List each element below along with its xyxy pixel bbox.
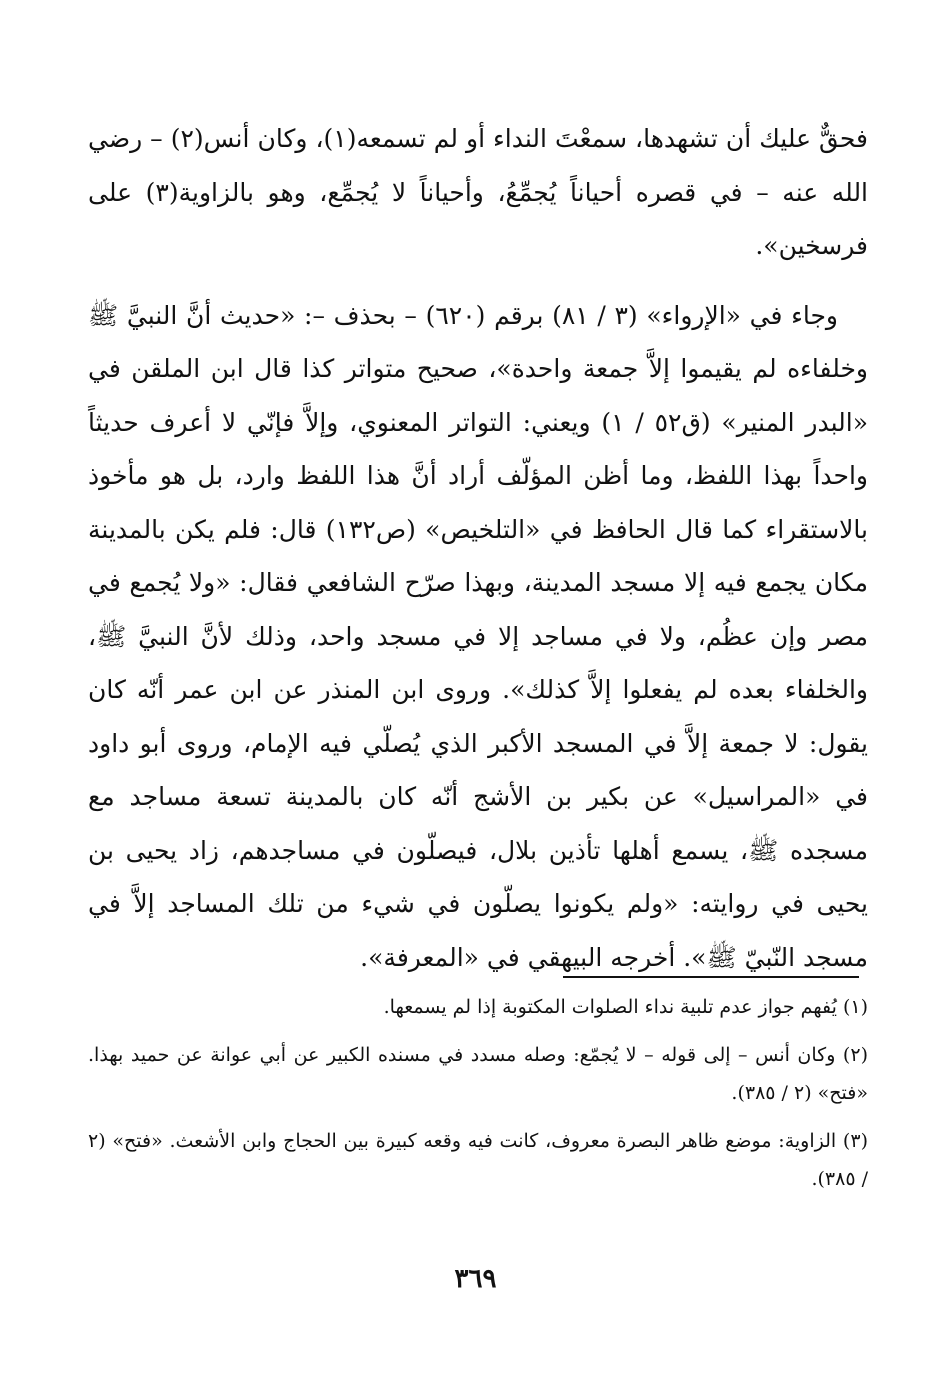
footnote-separator	[563, 976, 859, 978]
footnote-2: (٢) وكان أنس – إلى قوله – لا يُجمّع: وصله مسدد في مسنده الكبير عن أبي عوانة عن حميد بهذا. «فتح» (٢ / ٣٨٥).	[88, 1044, 868, 1104]
footnotes-block	[88, 988, 868, 1208]
footnote-1: (١) يُفهم جواز عدم تلبية نداء الصلوات المكتوبة إذا لم يسمعها.	[383, 996, 868, 1018]
paragraph-continuation: فحقٌّ عليك أن تشهدها، سمعْتَ النداء أو لم تسمعه(١)، وكان أنس(٢) – رضي الله عنه – في قصره أحياناً يُجمِّعُ، وأحياناً لا يُجمِّع، وهو بالزاوية(٣) على فرسخين».	[88, 124, 869, 260]
main-text-block	[88, 112, 868, 984]
footnote-3: (٣) الزاوية: موضع ظاهر البصرة معروف، كانت فيه وقعه كبيرة بين الحجاج وابن الأشعث. «فتح» (٢ / ٣٨٥).	[88, 1130, 868, 1190]
page-number: ٣٦٩	[454, 1264, 497, 1294]
paragraph-irwa-citation: وجاء في «الإرواء» (٣ / ٨١) برقم (٦٢٠) – بحذف –: «حديث أنَّ النبيَّ ﷺ وخلفاءه لم يقيموا إلاَّ جمعة واحدة»، صحيح متواتر كذا قال ابن الملقن في «البدر المنير» (ق٥٢ / ١) ويعني: التواتر المعنوي، وإلاَّ فإنّي لا أعرف حديثاً واحداً بهذا اللفظ، وما أظن المؤلّف أراد أنَّ هذا اللفظ وارد، بل هو مأخوذ بالاستقراء كما قال الحافظ في «التلخيص» (ص١٣٢) قال: فلم يكن بالمدينة مكان يجمع فيه إلا مسجد المدينة، وبهذا صرّح الشافعي فقال: «ولا يُجمع في مصر وإن عظُم، ولا في مساجد إلا في مسجد واحد، وذلك لأنَّ النبيَّ ﷺ، والخلفاء بعده لم يفعلوا إلاَّ كذلك». وروى ابن المنذر عن ابن عمر أنّه كان يقول: لا جمعة إلاَّ في المسجد الأكبر الذي يُصلّي فيه الإمام، وروى أبو داود في «المراسيل» عن بكير بن الأشج أنّه كان بالمدينة تسعة مساجد مع مسجده ﷺ، يسمع أهلها تأذين بلال، فيصلّون في مساجدهم، زاد يحيى بن يحيى في روايته: «ولم يكونوا يصلّون في شيء من تلك المساجد إلاَّ في مسجد النّبيّ ﷺ». أخرجه البيهقي في «المعرفة».	[88, 300, 869, 972]
